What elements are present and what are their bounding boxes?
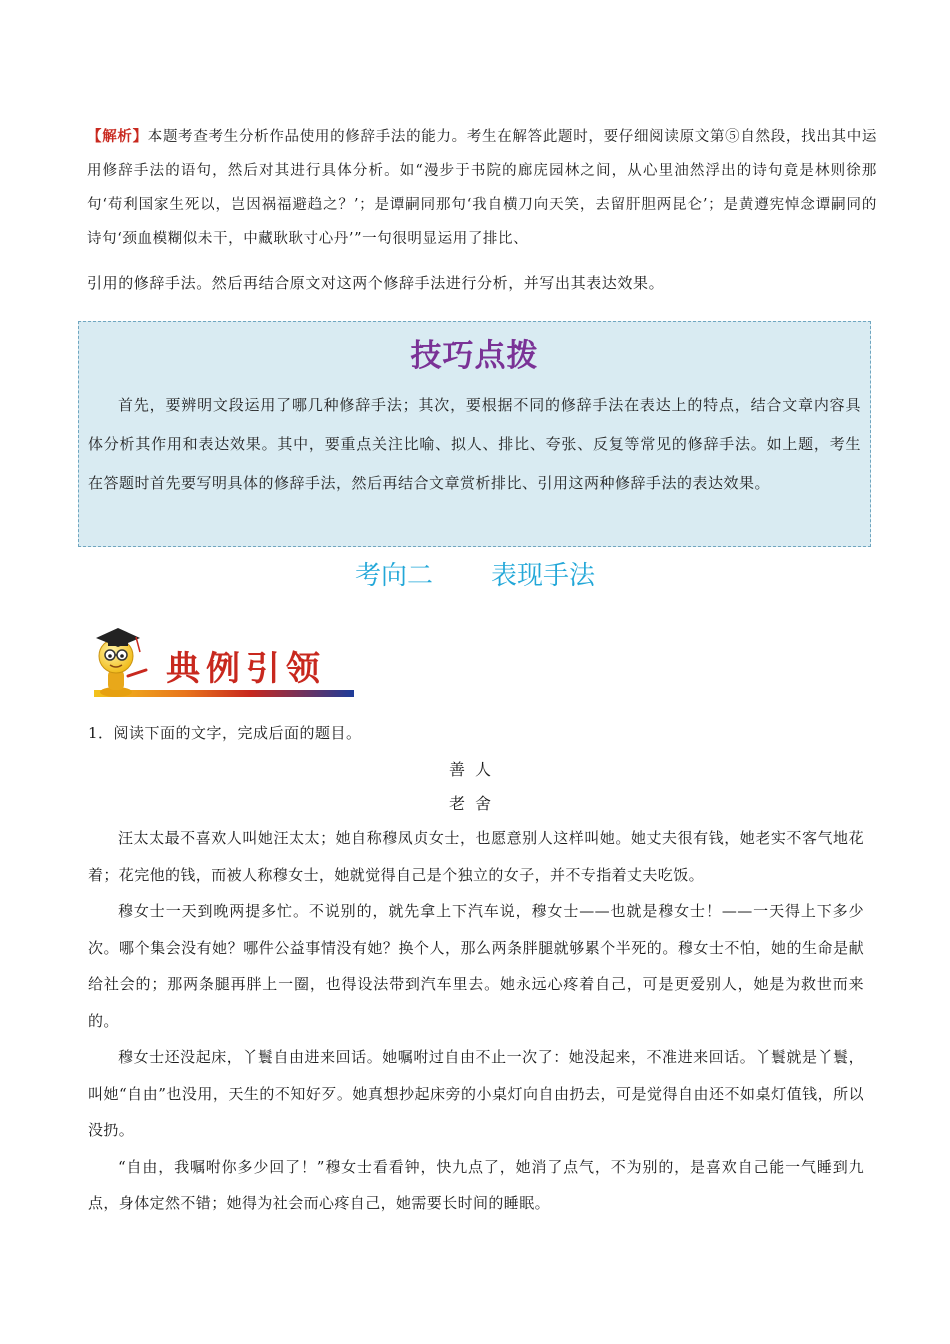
story-author: 老舍 [448, 794, 501, 813]
story-paragraph: “自由，我嘱咐你多少回了！”穆女士看看钟，快九点了，她消了点气，不为别的，是喜欢自己能一气睡到九点，身体定然不错；她得为社会而心疼自己，她需要长时间的睡眠。 [88, 1157, 864, 1212]
story-title: 善人 [448, 760, 501, 779]
analysis-tag: 【解析】 [87, 128, 148, 145]
section-title-left: 考向二 [354, 561, 433, 591]
mascot-icon [96, 628, 146, 697]
tip-box [78, 321, 871, 547]
section-title [0, 555, 950, 592]
story-paragraph: 穆女士一天到晚两提多忙。不说别的，就先拿上下汽车说，穆女士——也就是穆女士！——一天得上下多少次。哪个集会没有她？哪件公益事情没有她？换个人，那么两条胖腿就够累个半死的。穆女士不怕，她的生命是献给社会的；那两条腿再胖上一圈，也得设法带到汽车里去。她永远心疼着自己，可是更爱别人，她是为救世而来的。 [88, 902, 864, 1030]
banner-text: 典例引领 [166, 649, 326, 689]
story-paragraph: 汪太太最不喜欢人叫她汪太太；她自称穆凤贞女士，也愿意别人这样叫她。她丈夫很有钱，她老实不客气地花着；花完他的钱，而被人称穆女士，她就觉得自己是个独立的女子，并不专指着丈夫吃饭。 [88, 829, 864, 884]
question-prompt: 1．阅读下面的文字，完成后面的题目。 [88, 724, 362, 742]
banner-bar [94, 690, 354, 697]
analysis-block [87, 120, 877, 300]
example-banner [88, 618, 356, 702]
analysis-text: 本题考查考生分析作品使用的修辞手法的能力。考生在解答此题时，要仔细阅读原文第⑤自然段，找出其中运用修辞手法的语句，然后对其进行具体分析。如“漫步于书院的廊庑园林之间，从心里油然浮出的诗句竟是林则徐那句‘苟利国家生死以，岂因祸福避趋之？’；是谭嗣同那句‘我自横刀向天笑，去留肝胆两昆仑’；是黄遵宪悼念谭嗣同的诗句‘颈血模糊似未干，中藏耿耿寸心丹’”一句很明显运用了排比、 [87, 129, 877, 247]
story-paragraph: 穆女士还没起床，丫鬟自由进来回话。她嘱咐过自由不止一次了：她没起来，不准进来回话。丫鬟就是丫鬟，叫她“自由”也没用，天生的不知好歹。她真想抄起床旁的小桌灯向自由扔去，可是觉得自由还不如桌灯值钱，所以没扔。 [88, 1048, 864, 1139]
tip-title: 技巧点拨 [410, 338, 539, 374]
story-body [88, 820, 864, 1222]
analysis-paragraph [87, 120, 877, 256]
analysis-last-line: 引用的修辞手法。然后再结合原文对这两个修辞手法进行分析，并写出其表达效果。 [87, 274, 665, 292]
section-title-right: 表现手法 [491, 561, 596, 591]
tip-body: 首先，要辨明文段运用了哪几种修辞手法；其次，要根据不同的修辞手法在表达上的特点，结合文章内容具体分析其作用和表达效果。其中，要重点关注比喻、拟人、排比、夸张、反复等常见的修辞手法。如上题，考生在答题时首先要写明具体的修辞手法，然后再结合文章赏析排比、引用这两种修辞手法的表达效果。 [88, 396, 861, 492]
